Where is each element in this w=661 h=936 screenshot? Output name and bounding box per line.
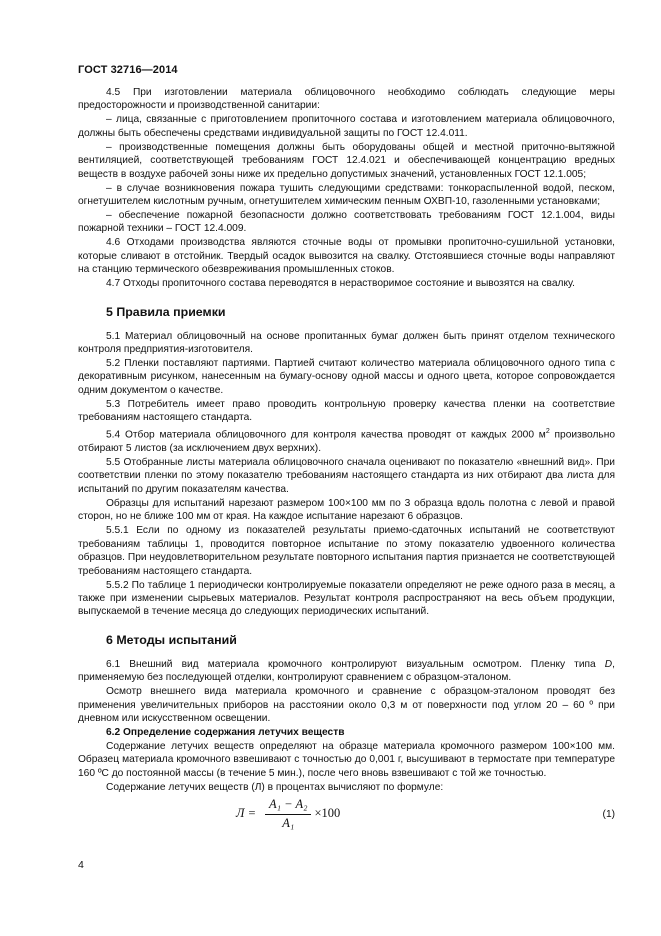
- page-number: 4: [78, 859, 84, 871]
- document-body: [78, 86, 615, 840]
- superscript-2: 2: [545, 428, 550, 436]
- paragraph-5-2: 5.2 Пленки поставляют партиями. Партией считают количество материала облицовочного одного типа с декоративным рисунком, нанесенным на бумагу-основу одной массы и одного цвета, которое сопровождается одним документом о качестве.: [78, 358, 615, 396]
- paragraph-4-5-item-d: – обеспечение пожарной безопасности должно соответствовать требованиям ГОСТ 12.1.004, виды пожарной техники – ГОСТ 12.4.009.: [78, 210, 615, 235]
- paragraph-5-5: 5.5 Отобранные листы материала облицовочного сначала оценивают по показателю «внешний вид». При соответствии пленки по этому показателю требованиям настоящего стандарта из них отбирают два листа для испытаний по другим показателям качества.: [78, 457, 615, 495]
- paragraph-4-5-item-a: – лица, связанные с приготовлением пропиточного состава и изготовлением материала облицовочного, должны быть обеспечены средствами индивидуальной защиты по ГОСТ 12.4.011.: [78, 114, 615, 139]
- paragraph-4-6: 4.6 Отходами производства являются сточные воды от промывки пропиточно-сушильной установки, которые сливают в отстойник. Твердый осадок вывозится на свалку. Отстоявшиеся сточные воды направляют на станцию термического обезвреживания промышленных стоков.: [78, 237, 615, 276]
- formula-number: (1): [602, 809, 615, 821]
- formula-numerator: A₁ − A₂: [265, 798, 311, 814]
- section-heading-5: 5 Правила приемки: [106, 304, 226, 319]
- paragraph-6-1-text-end: , применяемую без последующей отделки, контролируют сравнением с образцом-эталоном.: [78, 658, 615, 684]
- paragraph-6-1-inspection: Осмотр внешнего вида материала кромочного и сравнение с образцом-эталоном проводят без применения увеличительных приборов на расстоянии около 0,3 м от поверхности под углом 20 – 60 º при дневном или искусственном освещении.: [78, 686, 615, 724]
- paragraph-5-1: 5.1 Материал облицовочный на основе пропитанных бумаг должен быть принят отделом технического контроля предприятия-изготовителя.: [78, 330, 615, 356]
- paragraph-4-5: 4.5 При изготовлении материала облицовочного необходимо соблюдать следующие меры предосторожности и производственной санитарии:: [78, 87, 615, 112]
- paragraph-6-1: [78, 658, 615, 685]
- formula-multiplier: ×100: [314, 806, 341, 821]
- section-heading-6: 6 Методы испытаний: [106, 632, 237, 647]
- paragraph-5-4-text: 5.4 Отбор материала облицовочного для контроля качества проводят от каждых 2000 м: [106, 429, 546, 441]
- formula-1: [78, 796, 615, 840]
- standard-header: ГОСТ 32716—2014: [78, 64, 178, 76]
- paragraph-5-3: 5.3 Потребитель имеет право проводить контрольную проверку качества пленки на соответствие требованиям настоящего стандарта.: [78, 398, 615, 424]
- formula-denominator: A₁: [282, 815, 295, 830]
- paragraph-5-5-1: 5.5.1 Если по одному из показателей результаты приемо-сдаточных испытаний не соответствуют требованиям таблицы 1, проводится повторное испытание по этому показателю удвоенного количества образцов. При неудовлетворительном результате повторного испытания партия признается не соответствующей требованиям настоящего стандарта.: [78, 525, 615, 577]
- subsection-heading-6-2: 6.2 Определение содержания летучих веществ: [106, 726, 345, 738]
- paragraph-5-4: [78, 425, 615, 455]
- formula-lhs: Л =: [236, 806, 257, 821]
- paragraph-5-5-2: 5.5.2 По таблице 1 периодически контролируемые показатели определяют не реже одного раза в месяц, а также при изменении сырьевых материалов. Результат контроля распространяют на весь объем продукции, выпускаемой в течение месяца до следующих периодических испытаний.: [78, 579, 615, 618]
- formula-expression: [236, 798, 340, 830]
- formula-fraction: [265, 798, 311, 830]
- paragraph-5-4-text-end: произвольно отбирают 5 листов (за исключением двух верхних).: [78, 429, 616, 455]
- paragraph-6-2-method: Содержание летучих веществ определяют на образце материала кромочного размером 100×100 мм. Образец материала кромочного взвешивают с точностью до 0,001 г, высушивают в термостате при температуре 160 ºС до постоянной массы (в течение 5 мин.), после чего вновь взвешивают с той же точностью.: [78, 740, 615, 779]
- film-type-d: D: [604, 658, 613, 670]
- paragraph-5-5-samples: Образцы для испытаний нарезают размером 100×100 мм по 3 образца вдоль полотна с левой и правой сторон, но не ближе 100 мм от края. На каждое испытание нарезают 6 образцов.: [78, 497, 615, 523]
- paragraph-4-5-item-b: – производственные помещения должны быть оборудованы общей и местной приточно-вытяжной вентиляцией, соответствующей требованиям ГОСТ 12.4.021 и обеспечивающей концентрацию вредных веществ в воздухе рабочей зоны ниже их предельно допустимых значений, установленных ГОСТ 12.1.005;: [78, 141, 615, 180]
- paragraph-4-5-item-c: – в случае возникновения пожара тушить следующими средствами: тонкораспыленной водой, песком, огнетушителем кислотным ручным, огнетушителем химическим пенным ОХВП-10, газоленными установками;: [78, 182, 615, 208]
- paragraph-6-1-text: 6.1 Внешний вид материала кромочного контролируют визуальным осмотром. Пленку типа: [106, 658, 605, 670]
- paragraph-4-7: 4.7 Отходы пропиточного состава переводятся в нерастворимое состояние и вывозятся на свалку.: [106, 278, 575, 290]
- paragraph-6-2-formula-intro: Содержание летучих веществ (Л) в процентах вычисляют по формуле:: [106, 781, 444, 793]
